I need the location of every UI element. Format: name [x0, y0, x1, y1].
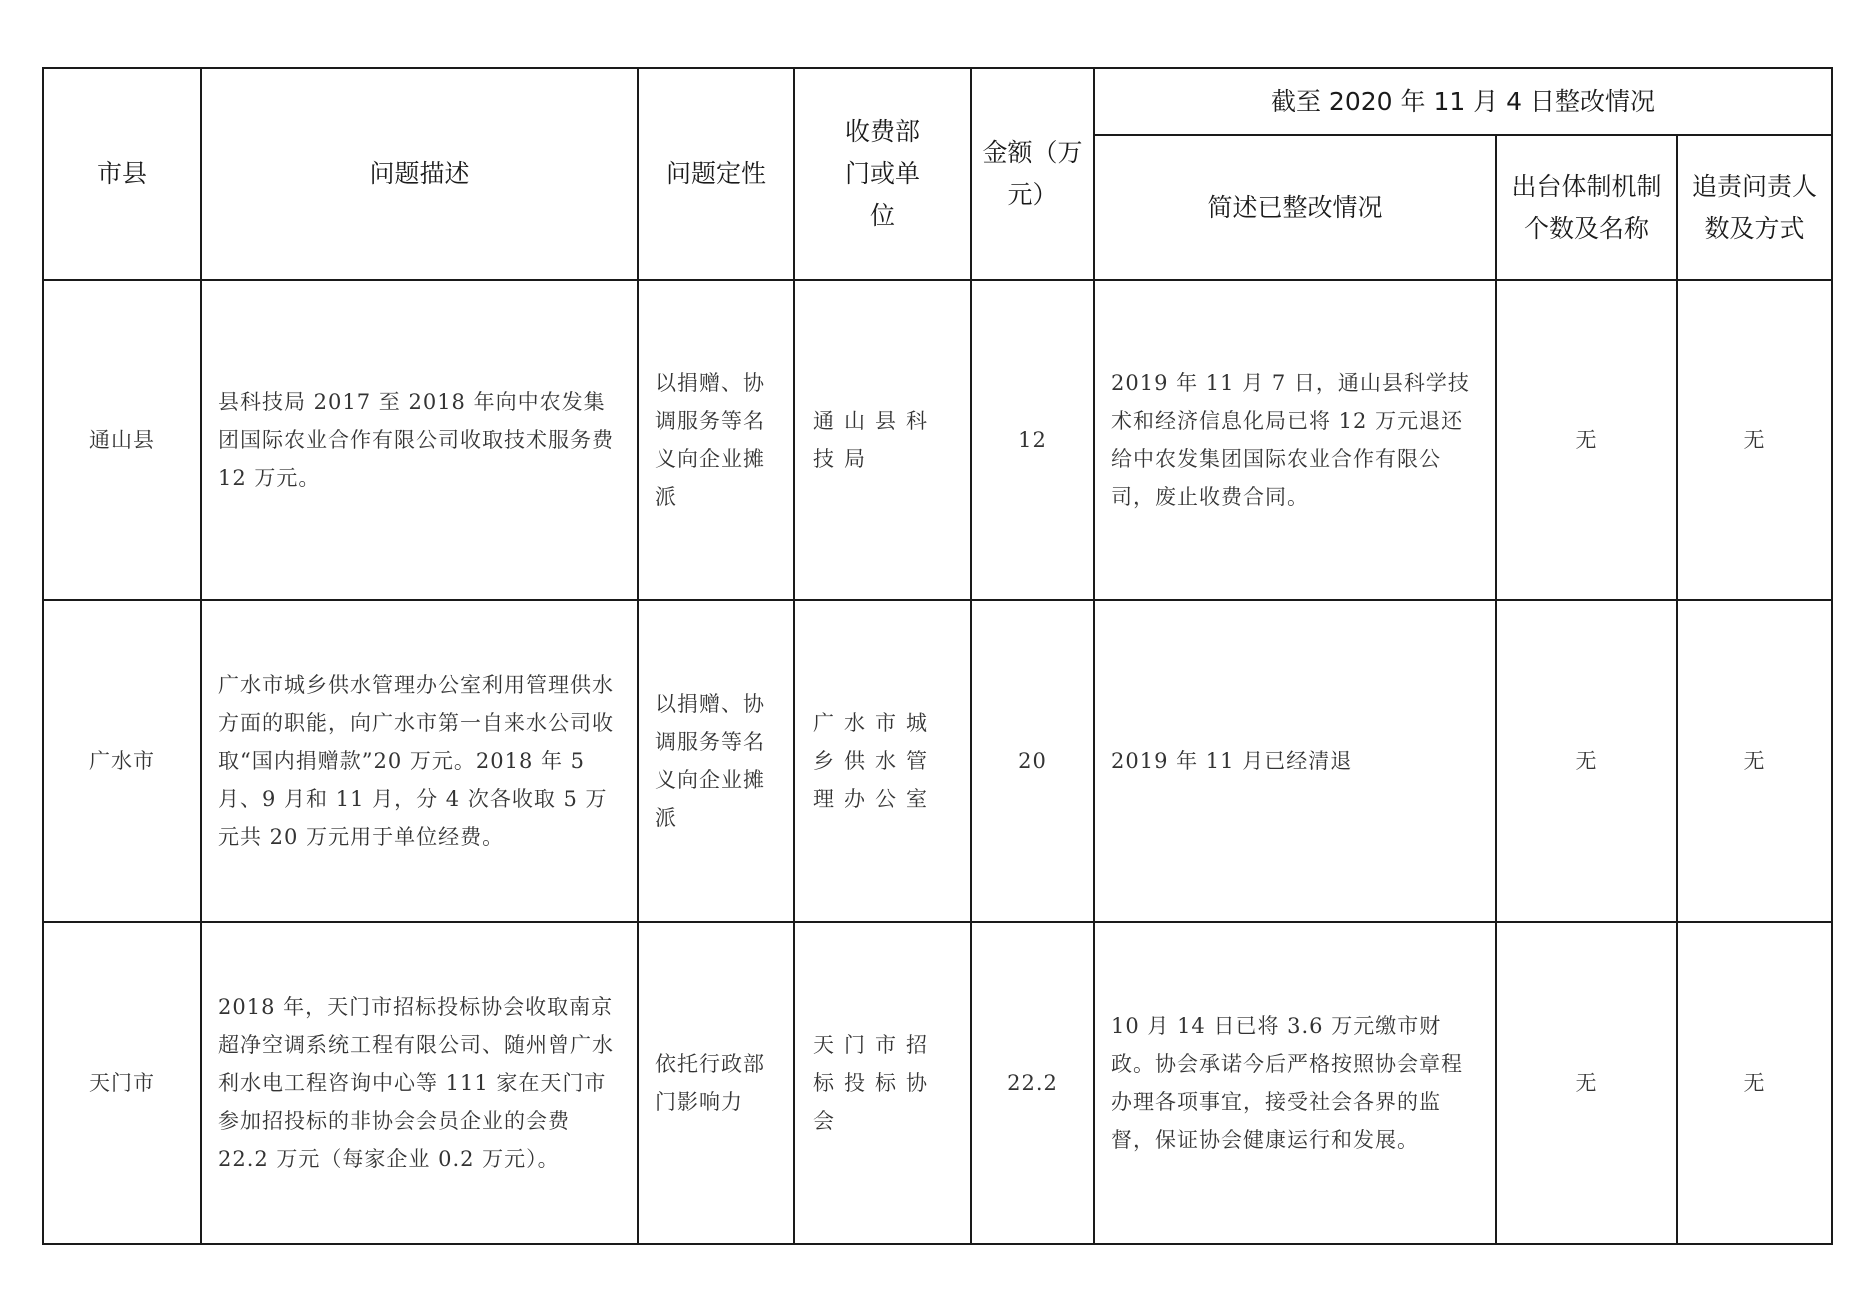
header-accountability: 追责问责人数及方式 [1677, 135, 1832, 280]
cell-accountability: 无 [1677, 280, 1832, 600]
cell-description: 县科技局 2017 至 2018 年向中农发集团国际农业合作有限公司收取技术服务费 12 万元。 [201, 280, 638, 600]
table-row [43, 600, 1832, 922]
cell-city: 通山县 [43, 280, 201, 600]
header-mechanisms: 出台体制机制个数及名称 [1496, 135, 1677, 280]
cell-nature: 以捐赠、协调服务等名义向企业摊派 [638, 600, 794, 922]
cell-charging-unit: 通山县科技局 [794, 280, 971, 600]
cell-mechanisms: 无 [1496, 600, 1677, 922]
cell-amount: 20 [971, 600, 1094, 922]
header-row-1 [43, 68, 1832, 135]
cell-accountability: 无 [1677, 600, 1832, 922]
cell-city: 广水市 [43, 600, 201, 922]
cell-accountability: 无 [1677, 922, 1832, 1244]
cell-city: 天门市 [43, 922, 201, 1244]
table-row [43, 280, 1832, 600]
cell-charging-unit: 广水市城乡供水管理办公室 [794, 600, 971, 922]
cell-rectification-status: 10 月 14 日已将 3.6 万元缴市财政。协会承诺今后严格按照协会章程办理各项事宜，接受社会各界的监督，保证协会健康运行和发展。 [1094, 922, 1496, 1244]
header-rectification-status: 简述已整改情况 [1094, 135, 1496, 280]
cell-nature: 依托行政部门影响力 [638, 922, 794, 1244]
cell-rectification-status: 2019 年 11 月已经清退 [1094, 600, 1496, 922]
header-amount: 金额（万元） [971, 68, 1094, 280]
cell-nature: 以捐赠、协调服务等名义向企业摊派 [638, 280, 794, 600]
cell-amount: 12 [971, 280, 1094, 600]
rectification-table [42, 67, 1833, 1245]
cell-description: 2018 年，天门市招标投标协会收取南京超净空调系统工程有限公司、随州曾广水利水电工程咨询中心等 111 家在天门市参加招投标的非协会会员企业的会费 22.2 万元（每家企业 0.2 万元）。 [201, 922, 638, 1244]
header-city: 市县 [43, 68, 201, 280]
header-nature: 问题定性 [638, 68, 794, 280]
cell-rectification-status: 2019 年 11 月 7 日，通山县科学技术和经济信息化局已将 12 万元退还给中农发集团国际农业合作有限公司，废止收费合同。 [1094, 280, 1496, 600]
cell-charging-unit: 天门市招标投标协会 [794, 922, 971, 1244]
header-description: 问题描述 [201, 68, 638, 280]
table-row [43, 922, 1832, 1244]
header-rectification-group: 截至 2020 年 11 月 4 日整改情况 [1094, 68, 1832, 135]
cell-amount: 22.2 [971, 922, 1094, 1244]
cell-mechanisms: 无 [1496, 280, 1677, 600]
cell-description: 广水市城乡供水管理办公室利用管理供水方面的职能，向广水市第一自来水公司收取“国内捐赠款”20 万元。2018 年 5 月、9 月和 11 月，分 4 次各收取 5 万元共 20 万元用于单位经费。 [201, 600, 638, 922]
header-charging-unit: 收费部门或单位 [794, 68, 971, 280]
cell-mechanisms: 无 [1496, 922, 1677, 1244]
